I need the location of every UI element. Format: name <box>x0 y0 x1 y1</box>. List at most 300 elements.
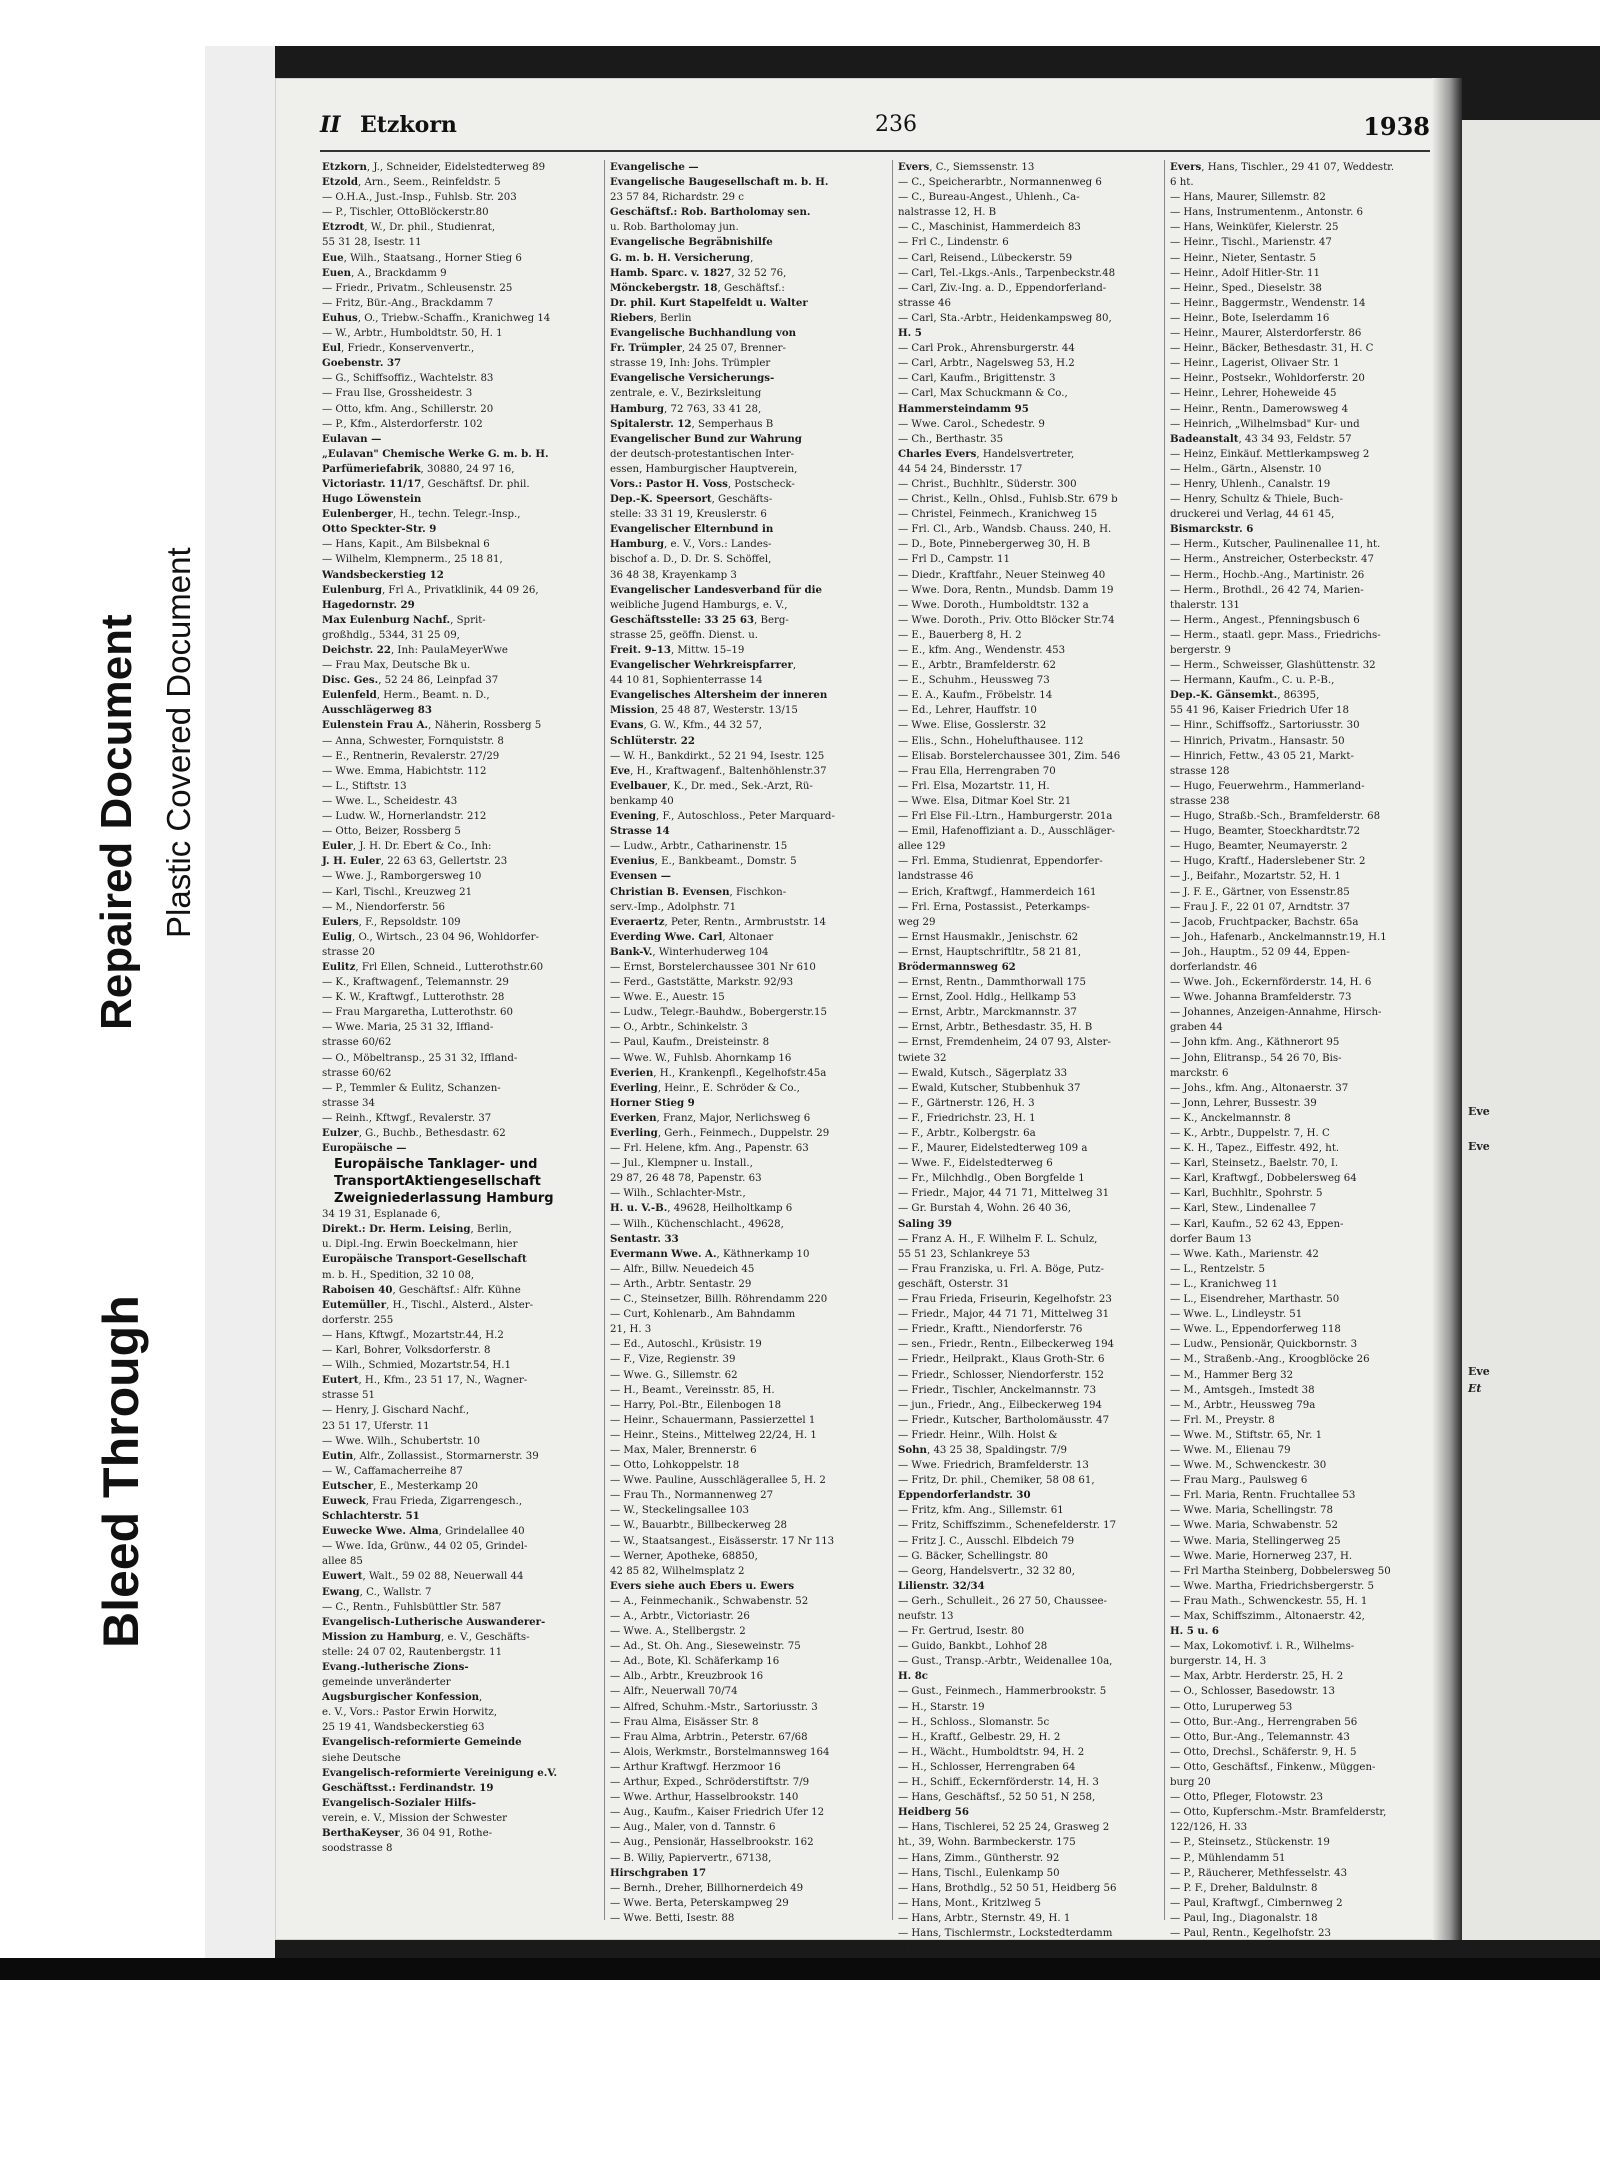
directory-entry: Eulavan — <box>322 432 382 445</box>
directory-entry: — Wwe. W., Fuhlsb. Ahornkamp 16 <box>610 1052 792 1064</box>
directory-entry: — Alfr., Billw. Neuedeich 45 <box>610 1263 755 1275</box>
directory-entry: — Ernst Hausmaklr., Jenischstr. 62 <box>898 931 1079 943</box>
directory-entry: — Wwe. Friedrich, Bramfelderstr. 13 <box>898 1460 1089 1472</box>
directory-entry: — Frau Max, Deutsche Bk u. <box>322 660 471 672</box>
label-repaired-document: Repaired Document <box>92 614 141 1030</box>
directory-entry: Eul, Friedr., Konservenvertr., <box>322 342 475 355</box>
directory-entry: — Wwe. Maria, Schwabenstr. 52 <box>1170 1520 1338 1532</box>
directory-entry: 36 48 38, Krayenkamp 3 <box>610 569 737 581</box>
directory-entry: — Hans, Geschäftsf., 52 50 51, N 258, <box>898 1792 1096 1804</box>
directory-entry: — Harry, Pol.-Btr., Eilenbogen 18 <box>610 1399 782 1411</box>
directory-entry: — Frl D., Campstr. 11 <box>898 554 1010 566</box>
directory-entry: Otto Speckter-Str. 9 <box>322 523 437 536</box>
directory-entry: Horner Stieg 9 <box>610 1096 695 1109</box>
directory-entry: — Ewald, Kutsch., Sägerplatz 33 <box>898 1067 1068 1079</box>
directory-entry: Everling, Gerh., Feinmech., Duppelstr. 29 <box>610 1127 830 1139</box>
header-rule <box>320 150 1430 152</box>
directory-entry: strasse 60/62 <box>322 1067 392 1079</box>
directory-entry: Geschäftsst.: Ferdinandstr. 19 <box>322 1781 494 1794</box>
directory-entry: Eulenfeld, Herm., Beamt. n. D., <box>322 689 490 702</box>
directory-entry: — Hans, Brothdlg., 52 50 51, Heidberg 56 <box>898 1882 1117 1894</box>
directory-entry: — Alois, Werkmstr., Borstelmannsweg 164 <box>610 1746 830 1758</box>
directory-entry: twiete 32 <box>898 1052 947 1064</box>
directory-entry: — Wwe. Doroth., Humboldtstr. 132 a <box>898 599 1089 611</box>
directory-entry: Eue, Wilh., Staatsang., Horner Stieg 6 <box>322 251 522 264</box>
directory-entry: Etzrodt, W., Dr. phil., Studienrat, <box>322 221 496 234</box>
header-year: 1938 <box>1363 112 1430 141</box>
directory-entry: — Gr. Burstah 4, Wohn. 26 40 36, <box>898 1203 1071 1215</box>
directory-entry: — F., Maurer, Eidelstedterweg 109 a <box>898 1143 1088 1155</box>
directory-entry: — Ed., Autoschl., Krüsistr. 19 <box>610 1339 762 1351</box>
directory-entry: — Carl, Reisend., Lübeckerstr. 59 <box>898 252 1073 264</box>
directory-entry: — Wwe. Elsa, Ditmar Koel Str. 21 <box>898 795 1072 807</box>
directory-entry: — Max, Schiffszimm., Altonaerstr. 42, <box>1170 1611 1365 1622</box>
directory-entry: Brödermannsweg 62 <box>898 960 1016 973</box>
directory-entry: — Christ., Kelln., Ohlsd., Fuhlsb.Str. 679 b <box>898 494 1118 506</box>
directory-entry: — Ernst, Arbtr., Marckmannstr. 37 <box>898 1007 1078 1019</box>
directory-entry: Ewang, C., Wallstr. 7 <box>322 1585 432 1598</box>
directory-entry: — Heinr., Steins., Mittelweg 22/24, H. 1 <box>610 1429 817 1441</box>
directory-entry: — Hans, Zimm., Güntherstr. 92 <box>898 1852 1060 1864</box>
directory-entry: siehe Deutsche <box>322 1752 401 1764</box>
directory-entry: Eulenberger, H., techn. Telegr.-Insp., <box>322 508 521 521</box>
directory-entry: Etzkorn, J., Schneider, Eidelstedterweg 89 <box>322 161 546 173</box>
directory-entry: Parfümeriefabrik, 30880, 24 97 16, <box>322 462 515 475</box>
directory-entry: — Frau Th., Normannenweg 27 <box>610 1490 774 1502</box>
directory-entry: — Gust., Feinmech., Hammerbrookstr. 5 <box>898 1686 1107 1698</box>
directory-entry: — Max, Arbtr. Herderstr. 25, H. 2 <box>1170 1671 1344 1683</box>
directory-entry: — Karl, Steinsetz., Baelstr. 70, I. <box>1170 1158 1339 1170</box>
directory-entry: — Heinr., Lagerist, Olivaer Str. 1 <box>1170 358 1340 370</box>
directory-entry: H. 5 u. 6 <box>1170 1625 1219 1638</box>
directory-entry: m. b. H., Spedition, 32 10 08, <box>322 1269 475 1281</box>
directory-entry: — Friedr., Kutscher, Bartholomäusstr. 47 <box>898 1414 1110 1426</box>
directory-entry: Evangelische Baugesellschaft m. b. H. <box>610 176 829 189</box>
directory-entry: — E., Schuhm., Heussweg 73 <box>898 675 1050 687</box>
directory-entry: — L., Kranichweg 11 <box>1170 1278 1279 1290</box>
next-page-fragment: Et <box>1468 1382 1482 1395</box>
directory-entry: — H., Beamt., Vereinsstr. 85, H. <box>610 1384 775 1396</box>
directory-entry: — Frau Margaretha, Lutterothstr. 60 <box>322 1007 514 1019</box>
directory-entry: Eulzer, G., Buchb., Bethesdastr. 62 <box>322 1127 506 1139</box>
directory-entry: — Heinr., Nieter, Sentastr. 5 <box>1170 252 1316 264</box>
directory-entry: — W., Caffamacherreihe 87 <box>322 1465 463 1477</box>
directory-entry: — Wwe. Arthur, Hasselbrookstr. 140 <box>610 1792 799 1804</box>
directory-entry: druckerei und Verlag, 44 61 45, <box>1170 509 1335 521</box>
directory-entry: 55 51 23, Schlankreye 53 <box>898 1248 1031 1260</box>
directory-entry: Evangelischer Landesverband für die <box>610 583 823 596</box>
directory-entry: H. u. V.-B., 49628, Heilholtkamp 6 <box>610 1202 793 1215</box>
directory-entry: — Wwe. L., Lindleystr. 51 <box>1170 1309 1303 1321</box>
directory-entry: — Wwe. Pauline, Ausschlägerallee 5, H. 2 <box>610 1475 826 1487</box>
directory-entry: — Arth., Arbtr. Sentastr. 29 <box>610 1278 752 1290</box>
directory-entry: — Frl. Maria, Rentn. Fruchtallee 53 <box>1170 1490 1356 1502</box>
directory-entry: — Ernst, Borstelerchaussee 301 Nr 610 <box>610 961 816 973</box>
directory-entry: serv.-Imp., Adolphstr. 71 <box>610 901 737 913</box>
directory-entry: — Otto, Bur.-Ang., Telemannstr. 43 <box>1170 1731 1350 1743</box>
directory-entry: Bank-V., Winterhuderweg 104 <box>610 945 769 958</box>
directory-entry: Everken, Franz, Major, Nerlichsweg 6 <box>610 1111 811 1124</box>
directory-entry: — Fritz, Schiffszimm., Schenefelderstr. 17 <box>898 1520 1117 1532</box>
directory-entry: — W., Steckelingsallee 103 <box>610 1505 749 1517</box>
directory-entry: 34 19 31, Esplanade 6, <box>322 1209 441 1221</box>
directory-column-3 <box>898 160 1173 1955</box>
directory-entry: — Wwe. L., Eppendorferweg 118 <box>1170 1324 1341 1336</box>
directory-entry: — Wwe. Maria, Schellingstr. 78 <box>1170 1505 1333 1517</box>
directory-entry: G. m. b. H. Versicherung, <box>610 251 754 264</box>
directory-entry: — P. F., Dreher, Baldulnstr. 8 <box>1170 1882 1318 1894</box>
directory-entry: 25 19 41, Wandsbeckerstieg 63 <box>322 1722 485 1734</box>
directory-entry: — Hans, Weinküfer, Kielerstr. 25 <box>1170 222 1339 234</box>
directory-entry: — Karl, Kraftwgf., Dobbelersweg 64 <box>1170 1173 1357 1185</box>
directory-entry: — Joh., Hauptm., 52 09 44, Eppen- <box>1170 946 1350 958</box>
directory-entry: — Wwe. Joh., Eckernförderstr. 14, H. 6 <box>1170 977 1372 989</box>
directory-entry: Augsburgischer Konfession, <box>322 1691 483 1704</box>
directory-entry: — Erich, Kraftwgf., Hammerdeich 161 <box>898 886 1097 898</box>
directory-entry: strasse 46 <box>898 297 951 309</box>
directory-entry: dorfer Baum 13 <box>1170 1233 1252 1245</box>
section-number: II <box>320 112 341 138</box>
directory-entry: — M., Arbtr., Heussweg 79a <box>1170 1399 1316 1411</box>
directory-entry: — E. A., Kaufm., Fröbelstr. 14 <box>898 690 1053 702</box>
directory-entry: Evangelischer Bund zur Wahrung <box>610 432 802 445</box>
directory-entry: burg 20 <box>1170 1777 1211 1789</box>
directory-entry: — O.H.A., Just.-Insp., Fuhlsb. Str. 203 <box>322 192 517 204</box>
directory-entry: — Arthur Kraftwgf. Herzmoor 16 <box>610 1761 781 1773</box>
directory-entry: — Frau Alma, Arbtrin., Peterstr. 67/68 <box>610 1731 808 1743</box>
directory-entry: strasse 51 <box>322 1390 375 1402</box>
directory-entry: — Carl, Kaufm., Brigittenstr. 3 <box>898 373 1056 385</box>
directory-entry: — Hinr., Schiffsoffz., Sartoriusstr. 30 <box>1170 720 1360 732</box>
directory-entry: Charles Evers, Handelsvertreter, <box>898 447 1075 460</box>
directory-entry: — Ferd., Gaststätte, Markstr. 92/93 <box>610 977 794 989</box>
directory-entry: Mission zu Hamburg, e. V., Geschäfts- <box>322 1630 530 1643</box>
directory-entry: — Paul, Kaufm., Dreisteinstr. 8 <box>610 1037 770 1049</box>
directory-entry: — Frl. Helene, kfm. Ang., Papenstr. 63 <box>610 1143 809 1155</box>
directory-entry: großhdlg., 5344, 31 25 09, <box>322 629 460 641</box>
directory-entry: Badeanstalt, 43 34 93, Feldstr. 57 <box>1170 432 1352 445</box>
directory-entry: der deutsch-protestantischen Inter- <box>610 448 795 460</box>
directory-entry: — Hugo, Straßb.-Sch., Bramfelderstr. 68 <box>1170 811 1381 823</box>
directory-entry: — E., Bauerberg 8, H. 2 <box>898 629 1022 641</box>
directory-entry: — Hans, Tischlermstr., Lockstedterdamm <box>898 1927 1113 1939</box>
directory-entry: — Henry, J. Gischard Nachf., <box>322 1405 470 1417</box>
directory-entry: 55 31 28, Isestr. 11 <box>322 237 422 249</box>
directory-entry: — K. W., Kraftwgf., Lutterothstr. 28 <box>322 992 505 1004</box>
directory-entry: — Hans, Maurer, Sillemstr. 82 <box>1170 192 1326 204</box>
directory-entry: — Karl, Tischl., Kreuzweg 21 <box>322 886 473 898</box>
directory-entry: — Frl. Emma, Studienrat, Eppendorfer- <box>898 856 1103 868</box>
directory-entry: Vors.: Pastor H. Voss, Postscheck- <box>610 477 795 490</box>
directory-entry: weibliche Jugend Hamburgs, e. V., <box>610 599 788 611</box>
directory-entry: — Frau Franziska, u. Frl. A. Böge, Putz- <box>898 1263 1104 1275</box>
directory-entry: Schlachterstr. 51 <box>322 1510 420 1523</box>
directory-entry: — Georg, Handelsvertr., 32 32 80, <box>898 1565 1075 1577</box>
directory-entry: Hugo Löwenstein <box>322 493 422 506</box>
directory-entry: 55 41 96, Kaiser Friedrich Ufer 18 <box>1170 705 1349 717</box>
directory-entry: — Ernst, Zool. Hdlg., Hellkamp 53 <box>898 992 1077 1004</box>
directory-entry: 6 ht. <box>1170 177 1194 189</box>
directory-entry: strasse 25, geöffn. Dienst. u. <box>610 629 759 641</box>
directory-entry: — Herm., Angest., Pfenningsbusch 6 <box>1170 614 1360 626</box>
directory-entry: Hagedornstr. 29 <box>322 598 415 611</box>
directory-entry: Eutemüller, H., Tischl., Alsterd., Alster- <box>322 1298 534 1311</box>
directory-entry: burgerstr. 14, H. 3 <box>1170 1656 1267 1668</box>
directory-column-4 <box>1170 160 1432 1939</box>
directory-entry: Evenius, E., Bankbeamt., Domstr. 5 <box>610 855 797 868</box>
directory-entry: — Herm., Hochb.-Ang., Martinistr. 26 <box>1170 569 1365 581</box>
directory-entry: Evangelisch-reformierte Gemeinde <box>322 1736 522 1749</box>
directory-entry: — W., Arbtr., Humboldtstr. 50, H. 1 <box>322 328 503 340</box>
directory-entry: Eve, H., Kraftwagenf., Baltenhöhlenstr.37 <box>610 764 827 777</box>
directory-entry: Riebers, Berlin <box>610 311 692 324</box>
directory-entry: — L., Stiftstr. 13 <box>322 780 407 792</box>
directory-entry: dorferlandstr. 46 <box>1170 961 1258 973</box>
directory-entry: — O., Arbtr., Schinkelstr. 3 <box>610 1022 748 1034</box>
directory-entry: Sentastr. 33 <box>610 1232 679 1245</box>
directory-entry: — Elisab. Borstelerchaussee 301, Zim. 546 <box>898 750 1121 762</box>
directory-entry: soodstrasse 8 <box>322 1843 393 1855</box>
directory-entry: Eulitz, Frl Ellen, Schneid., Lutterothstr.60 <box>322 960 544 973</box>
directory-entry: — Frl. Erna, Postassist., Peterkamps- <box>898 901 1090 913</box>
directory-entry: — Otto, Luruperweg 53 <box>1170 1701 1293 1713</box>
directory-entry: — Henry, Uhlenh., Canalstr. 19 <box>1170 478 1331 490</box>
directory-entry: — L., Rentzelstr. 5 <box>1170 1263 1265 1275</box>
directory-entry: Evangelisch-reformierte Vereinigung e.V. <box>322 1766 557 1779</box>
directory-entry: H. 5 <box>898 327 922 340</box>
directory-entry: — Ludw., Arbtr., Catharinenstr. 15 <box>610 841 788 853</box>
directory-entry: — Diedr., Kraftfahr., Neuer Steinweg 40 <box>898 569 1106 581</box>
directory-entry: — John, Elitransp., 54 26 70, Bis- <box>1170 1052 1342 1064</box>
directory-entry: Eutert, H., Kfm., 23 51 17, N., Wagner- <box>322 1374 528 1387</box>
directory-entry: — Friedr., Privatm., Schleusenstr. 25 <box>322 282 513 294</box>
top-white-band <box>0 0 1600 46</box>
directory-entry: u. Rob. Bartholomay jun. <box>610 222 739 234</box>
directory-entry: — Wilh., Küchenschlacht., 49628, <box>610 1218 784 1230</box>
directory-entry: — P., Tischler, OttoBlöckerstr.80 <box>322 207 489 219</box>
directory-entry: — P., Mühlendamm 51 <box>1170 1852 1286 1864</box>
directory-entry: — Wwe. Betti, Isestr. 88 <box>610 1912 735 1924</box>
directory-entry: 44 54 24, Bindersstr. 17 <box>898 463 1023 475</box>
directory-entry: — P., Temmler & Eulitz, Schanzen- <box>322 1082 501 1094</box>
directory-entry: — W., Bauarbtr., Billbeckerweg 28 <box>610 1520 788 1532</box>
directory-entry: — Hinrich, Privatm., Hansastr. 50 <box>1170 735 1345 747</box>
directory-entry: strasse 128 <box>1170 765 1230 777</box>
directory-entry: — Hans, Kftwgf., Mozartstr.44, H.2 <box>322 1329 504 1341</box>
directory-entry: — Heinr., Rentn., Damerowsweg 4 <box>1170 403 1349 415</box>
directory-entry: Evers, Hans, Tischler., 29 41 07, Weddestr. <box>1170 161 1395 173</box>
directory-entry: — M., Straßenb.-Ang., Kroogblöcke 26 <box>1170 1354 1370 1366</box>
directory-entry: — Max, Lokomotivf. i. R., Wilhelms- <box>1170 1641 1355 1653</box>
directory-entry: — Paul, Rentn., Kegelhofstr. 23 <box>1170 1927 1331 1939</box>
directory-entry: — Wwe. Marie, Hornerweg 237, H. <box>1170 1550 1353 1562</box>
directory-entry: — John kfm. Ang., Käthnerort 95 <box>1170 1037 1340 1049</box>
directory-entry: — C., Bureau-Angest., Uhlenh., Ca- <box>898 192 1080 204</box>
directory-entry: Eulenstein Frau A., Näherin, Rossberg 5 <box>322 719 542 732</box>
directory-entry: — Aug., Maler, von d. Tannstr. 6 <box>610 1822 776 1834</box>
directory-entry: — Fritz, kfm. Ang., Sillemstr. 61 <box>898 1505 1064 1517</box>
directory-entry: — A., Feinmechanik., Schwabenstr. 52 <box>610 1595 809 1607</box>
directory-entry: — Carl, Sta.-Arbtr., Heidenkampsweg 80, <box>898 312 1112 324</box>
directory-entry: — H., Schiff., Eckernförderstr. 14, H. 3 <box>898 1777 1099 1789</box>
directory-entry: Hamburg, e. V., Vors.: Landes- <box>610 538 772 551</box>
directory-entry: Everling, Heinr., E. Schröder & Co., <box>610 1081 800 1094</box>
directory-entry: — Carl, Max Schuckmann & Co., <box>898 388 1068 400</box>
directory-entry: — Alfred, Schuhm.-Mstr., Sartoriusstr. 3 <box>610 1701 818 1713</box>
directory-entry: Freit. 9–13, Mittw. 15–19 <box>610 644 745 656</box>
directory-entry: Disc. Ges., 52 24 86, Leinpfad 37 <box>322 674 499 687</box>
directory-entry: essen, Hamburgischer Hauptverein, <box>610 463 798 475</box>
directory-column-1 <box>322 160 597 1925</box>
directory-entry: BerthaKeyser, 36 04 91, Rothe- <box>322 1827 493 1840</box>
directory-entry: — Otto, Lohkoppelstr. 18 <box>610 1460 740 1472</box>
directory-entry: Heidberg 56 <box>898 1806 969 1819</box>
directory-entry: — Frau J. F., 22 01 07, Arndtstr. 37 <box>1170 901 1350 913</box>
directory-entry: — Hugo, Beamter, Stoeckhardtstr.72 <box>1170 826 1361 838</box>
directory-entry: Everaertz, Peter, Rentn., Armbruststr. 14 <box>610 915 827 928</box>
directory-entry: — Ewald, Kutscher, Stubbenhuk 37 <box>898 1082 1081 1094</box>
directory-entry: — Heinr., Bäcker, Bethesdastr. 31, H. C <box>1170 343 1374 355</box>
directory-entry: 29 87, 26 48 78, Papenstr. 63 <box>610 1173 762 1185</box>
directory-entry: — Wwe. Berta, Peterskampweg 29 <box>610 1897 789 1909</box>
directory-entry: — W. H., Bankdirkt., 52 21 94, Isestr. 125 <box>610 750 825 762</box>
directory-entry: — Wwe. A., Stellbergstr. 2 <box>610 1626 746 1638</box>
directory-entry: — K. H., Tapez., Eiffestr. 492, ht. <box>1170 1143 1340 1155</box>
directory-entry: — H., Schloss., Slomanstr. 5c <box>898 1716 1050 1728</box>
directory-entry: — Elis., Schn., Hohelufthausee. 112 <box>898 735 1084 747</box>
directory-entry: — Heinr., Lehrer, Hoheweide 45 <box>1170 388 1337 400</box>
directory-entry: — Wwe. Wilh., Schubertstr. 10 <box>322 1435 481 1447</box>
directory-entry: — Frl. Elsa, Mozartstr. 11, H. <box>898 780 1050 792</box>
directory-entry: — Hermann, Kaufm., C. u. P.-B., <box>1170 675 1335 687</box>
directory-entry: — Wwe. Johanna Bramfelderstr. 73 <box>1170 992 1352 1004</box>
directory-entry: — Wwe. Emma, Habichtstr. 112 <box>322 765 487 777</box>
directory-entry: Geschäftsstelle: 33 25 63, Berg- <box>610 613 789 626</box>
directory-entry: — Franz A. H., F. Wilhelm F. L. Schulz, <box>898 1233 1098 1245</box>
directory-entry: — Friedr., Schlosser, Niendorferstr. 152 <box>898 1369 1104 1381</box>
directory-entry: Evelbauer, K., Dr. med., Sek.-Arzt, Rü- <box>610 779 813 792</box>
directory-entry: — Paul, Ing., Diagonalstr. 18 <box>1170 1912 1318 1924</box>
directory-entry: geschäft, Osterstr. 31 <box>898 1278 1010 1290</box>
directory-entry: Evangelische Begräbnishilfe <box>610 236 773 249</box>
directory-entry: — Carl, Ziv.-Ing. a. D., Eppendorferland- <box>898 282 1107 294</box>
directory-entry: — Hans, Tischl., Eulenkamp 50 <box>898 1867 1060 1879</box>
directory-entry: strasse 238 <box>1170 795 1230 807</box>
directory-entry: — Wwe. Carol., Schedestr. 9 <box>898 418 1045 430</box>
directory-entry: — Friedr. Heinr., Wilh. Holst & <box>898 1429 1058 1441</box>
directory-entry: — Heinr., Bote, Iselerdamm 16 <box>1170 312 1330 324</box>
directory-entry: Hirschgraben 17 <box>610 1866 707 1879</box>
directory-entry: — P., Räucherer, Methfesselstr. 43 <box>1170 1867 1348 1879</box>
directory-entry: — Emil, Hafenoffiziant a. D., Ausschläger- <box>898 826 1115 838</box>
column-divider <box>604 160 605 1920</box>
directory-entry: — B. Wiliy, Papiervertr., 67138, <box>610 1852 772 1864</box>
directory-entry: — Friedr., Major, 44 71 71, Mittelweg 31 <box>898 1188 1110 1200</box>
directory-entry: — Wwe. E., Auestr. 15 <box>610 992 725 1004</box>
directory-entry: — Hugo, Feuerwehrm., Hammerland- <box>1170 780 1365 792</box>
directory-entry: — Gerh., Schulleit., 26 27 50, Chaussee- <box>898 1595 1107 1607</box>
directory-entry: — Jul., Klempner u. Install., <box>610 1158 753 1170</box>
directory-entry: — Heinrich, „Wilhelmsbad" Kur- und <box>1170 418 1360 430</box>
directory-entry: Max Eulenburg Nachf., Sprit- <box>322 613 486 626</box>
page-header <box>320 112 1430 150</box>
directory-entry: Geschäftsf.: Rob. Bartholomay sen. <box>610 206 811 219</box>
directory-entry: — Ernst, Rentn., Dammthorwall 175 <box>898 977 1086 989</box>
directory-entry: — Wwe. M., Stiftstr. 65, Nr. 1 <box>1170 1429 1323 1441</box>
directory-entry: — Paul, Kraftwgf., Cimbernweg 2 <box>1170 1897 1343 1909</box>
left-page-margin <box>205 46 275 1958</box>
directory-entry: — Hinrich, Fettw., 43 05 21, Markt- <box>1170 750 1354 762</box>
directory-entry: H. 8c <box>898 1670 929 1683</box>
directory-entry: — K., Arbtr., Duppelstr. 7, H. C <box>1170 1128 1330 1139</box>
directory-entry: — J. F. E., Gärtner, von Essenstr.85 <box>1170 886 1350 898</box>
directory-entry: Eulers, F., Repsoldstr. 109 <box>322 915 461 928</box>
directory-entry: verein, e. V., Mission der Schwester <box>322 1812 507 1824</box>
directory-entry: — E., Arbtr., Bramfelderstr. 62 <box>898 660 1056 672</box>
directory-entry: — Frau Ilse, Grossheidestr. 3 <box>322 388 473 400</box>
directory-entry: — Wilhelm, Klempnerm., 25 18 81, <box>322 554 503 566</box>
directory-entry: — Alfr., Neuerwall 70/74 <box>610 1686 738 1698</box>
directory-entry: marckstr. 6 <box>1170 1067 1229 1079</box>
directory-entry: — K., Kraftwagenf., Telemannstr. 29 <box>322 977 509 989</box>
directory-entry: — P., Steinsetz., Stückenstr. 19 <box>1170 1837 1330 1849</box>
directory-entry: allee 85 <box>322 1556 363 1568</box>
directory-entry: Mission, 25 48 87, Westerstr. 13/15 <box>610 704 798 717</box>
directory-entry: — Christ., Buchhltr., Süderstr. 300 <box>898 478 1077 490</box>
directory-entry: — Hugo, Beamter, Neumayerstr. 2 <box>1170 841 1348 853</box>
directory-entry: — Wwe. Maria, 25 31 32, Iffland- <box>322 1022 494 1034</box>
directory-entry: — Jacob, Fruchtpacker, Bachstr. 65a <box>1170 916 1359 928</box>
directory-entry: Mönckebergstr. 18, Geschäftsf.: <box>610 281 785 294</box>
directory-column-2 <box>610 160 885 1925</box>
directory-entry: — Wilh., Schlachter-Mstr., <box>610 1188 746 1200</box>
directory-entry: — Frau Alma, Eisässer Str. 8 <box>610 1716 759 1728</box>
page-number: 236 <box>875 112 917 137</box>
directory-entry: neufstr. 13 <box>898 1611 954 1622</box>
directory-entry: — Arthur, Exped., Schröderstiftstr. 7/9 <box>610 1777 810 1789</box>
directory-entry: — Anna, Schwester, Fornquiststr. 8 <box>322 735 504 747</box>
directory-entry: — Ernst, Arbtr., Bethesdastr. 35, H. B <box>898 1022 1093 1034</box>
directory-entry: Spitalerstr. 12, Semperhaus B <box>610 417 774 430</box>
label-bleed-through: Bleed Through <box>93 1295 149 1648</box>
directory-entry: nalstrasse 12, H. B <box>898 207 997 219</box>
directory-entry: — Ludw., Telegr.-Bauhdw., Bobergerstr.15 <box>610 1007 827 1019</box>
directory-entry: Euler, J. H. Dr. Ebert & Co., Inh: <box>322 840 492 853</box>
directory-entry: Europäische — <box>322 1142 407 1155</box>
directory-entry: — Reinh., Kftwgf., Revalerstr. 37 <box>322 1112 492 1124</box>
directory-entry: — Wwe. Kath., Marienstr. 42 <box>1170 1248 1319 1260</box>
directory-entry: — Aug., Pensionär, Hasselbrookstr. 162 <box>610 1837 814 1849</box>
directory-entry: — Wwe. Elise, Gosslerstr. 32 <box>898 720 1047 732</box>
directory-entry: — E., kfm. Ang., Wendenstr. 453 <box>898 645 1066 656</box>
directory-entry: — Ad., St. Oh. Ang., Sieseweinstr. 75 <box>610 1641 801 1653</box>
directory-entry: Eppendorferlandstr. 30 <box>898 1489 1031 1502</box>
directory-entry: strasse 19, Inh: Johs. Trümpler <box>610 358 771 370</box>
directory-entry: Dep.-K. Speersort, Geschäfts- <box>610 493 773 506</box>
directory-entry: — Frl Martha Steinberg, Dobbelersweg 50 <box>1170 1565 1391 1577</box>
directory-entry: — Heinr., Adolf Hitler-Str. 11 <box>1170 267 1320 279</box>
directory-entry: — Friedr., Heilprakt., Klaus Groth-Str. 6 <box>898 1354 1105 1366</box>
directory-entry: Hamb. Sparc. v. 1827, 32 52 76, <box>610 266 787 279</box>
directory-entry: — Fr. Gertrud, Isestr. 80 <box>898 1626 1025 1638</box>
directory-entry: landstrasse 46 <box>898 871 974 883</box>
directory-entry: Euen, A., Brackdamm 9 <box>322 266 447 279</box>
directory-entry: — Werner, Apotheke, 68850, <box>610 1550 758 1562</box>
directory-entry: — Friedr., Major, 44 71 71, Mittelweg 31 <box>898 1309 1110 1321</box>
directory-entry: Christian B. Evensen, Fischkon- <box>610 885 787 898</box>
directory-entry: — Carl, Arbtr., Nagelsweg 53, H.2 <box>898 358 1075 370</box>
directory-entry: — Frl Else Fil.-Ltrn., Hamburgerstr. 201a <box>898 811 1113 823</box>
